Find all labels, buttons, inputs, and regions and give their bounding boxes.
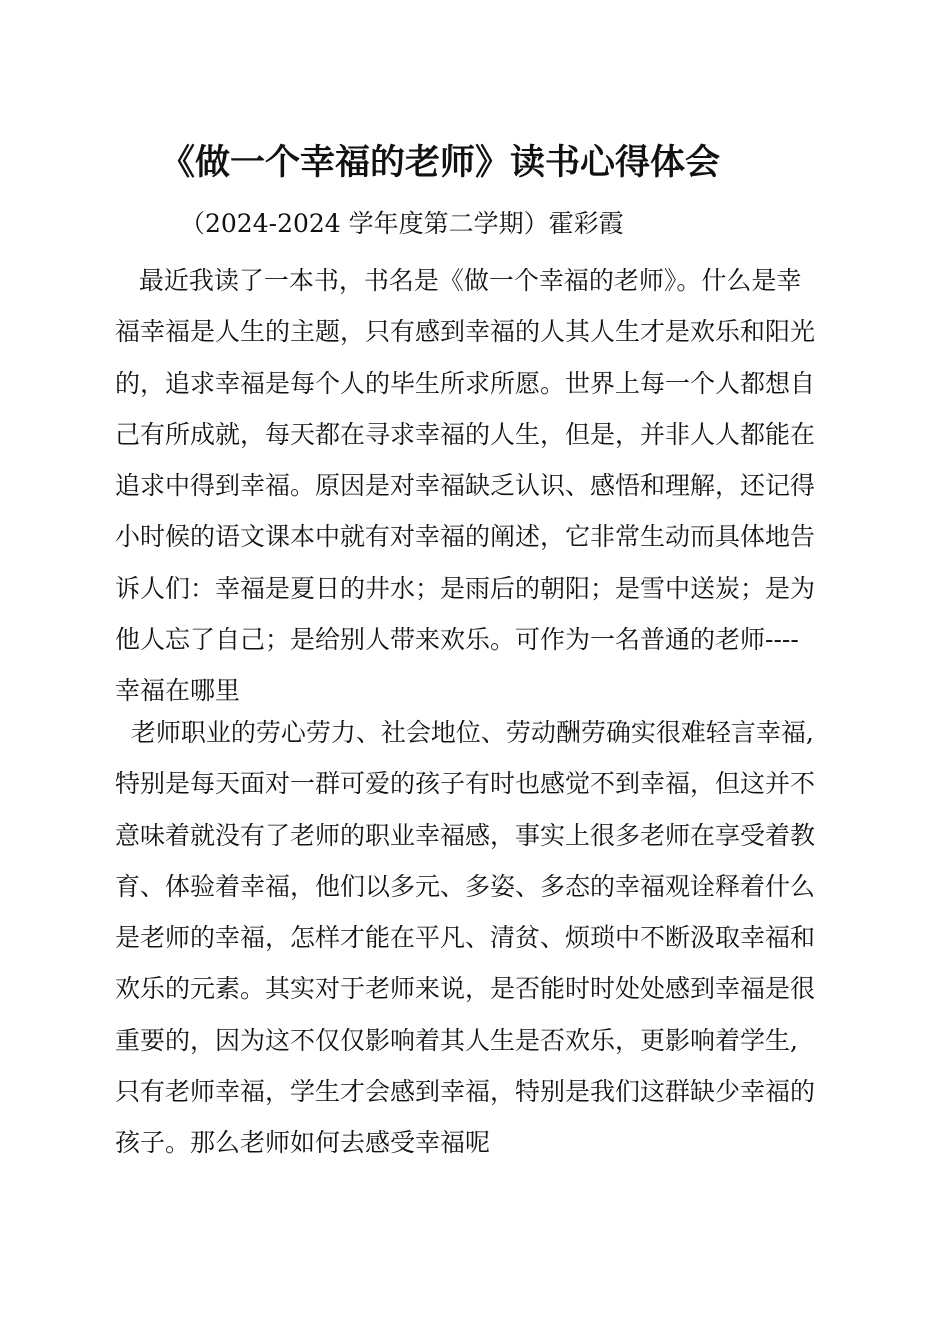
- paragraph-line: 老师职业的劳心劳力、社会地位、劳动酬劳确实很难轻言幸福,: [115, 718, 814, 747]
- paragraph-line: 只有老师幸福，学生才会感到幸福，特别是我们这群缺少幸福的: [115, 1077, 816, 1107]
- paragraph-line: 是老师的幸福，怎样才能在平凡、清贫、烦琐中不断汲取幸福和: [115, 923, 816, 953]
- paragraph-line: 的，追求幸福是每个人的毕生所求所愿。世界上每一个人都想自: [115, 368, 816, 398]
- paragraph-2: [115, 707, 845, 1169]
- document-title: 《做一个幸福的老师》读书心得体会: [159, 142, 720, 183]
- paragraph-line: 福幸福是人生的主题，只有感到幸福的人其人生才是欢乐和阳光: [115, 317, 816, 347]
- paragraph-line: 意味着就没有了老师的职业幸福感，事实上很多老师在享受着教: [115, 820, 816, 850]
- paragraph-line: 最近我读了一本书，书名是《做一个幸福的老师》。什么是幸: [115, 266, 802, 295]
- paragraph-line: 追求中得到幸福。原因是对幸福缺乏认识、感悟和理解，还记得: [115, 471, 816, 501]
- document-subtitle: （2024-2024 学年度第二学期）霍彩霞: [180, 209, 624, 238]
- paragraph-line: 欢乐的元素。其实对于老师来说，是否能时时处处感到幸福是很: [115, 974, 816, 1004]
- paragraph-1: [115, 255, 845, 717]
- paragraph-line: 诉人们：幸福是夏日的井水；是雨后的朝阳；是雪中送炭；是为: [115, 573, 816, 603]
- paragraph-line: 己有所成就，每天都在寻求幸福的人生，但是，并非人人都能在: [115, 419, 816, 449]
- paragraph-line: 他人忘了自己；是给别人带来欢乐。可作为一名普通的老师----: [115, 625, 799, 655]
- paragraph-line: 特别是每天面对一群可爱的孩子有时也感觉不到幸福，但这并不: [115, 769, 816, 799]
- paragraph-line: 重要的，因为这不仅仅影响着其人生是否欢乐，更影响着学生,: [115, 1025, 798, 1055]
- paragraph-line: 孩子。那么老师如何去感受幸福呢: [115, 1128, 491, 1158]
- paragraph-line: 育、体验着幸福，他们以多元、多姿、多态的幸福观诠释着什么: [115, 871, 816, 901]
- paragraph-line: 小时候的语文课本中就有对幸福的阐述，它非常生动而具体地告: [115, 522, 816, 552]
- paragraph-line: 幸福在哪里: [115, 676, 241, 706]
